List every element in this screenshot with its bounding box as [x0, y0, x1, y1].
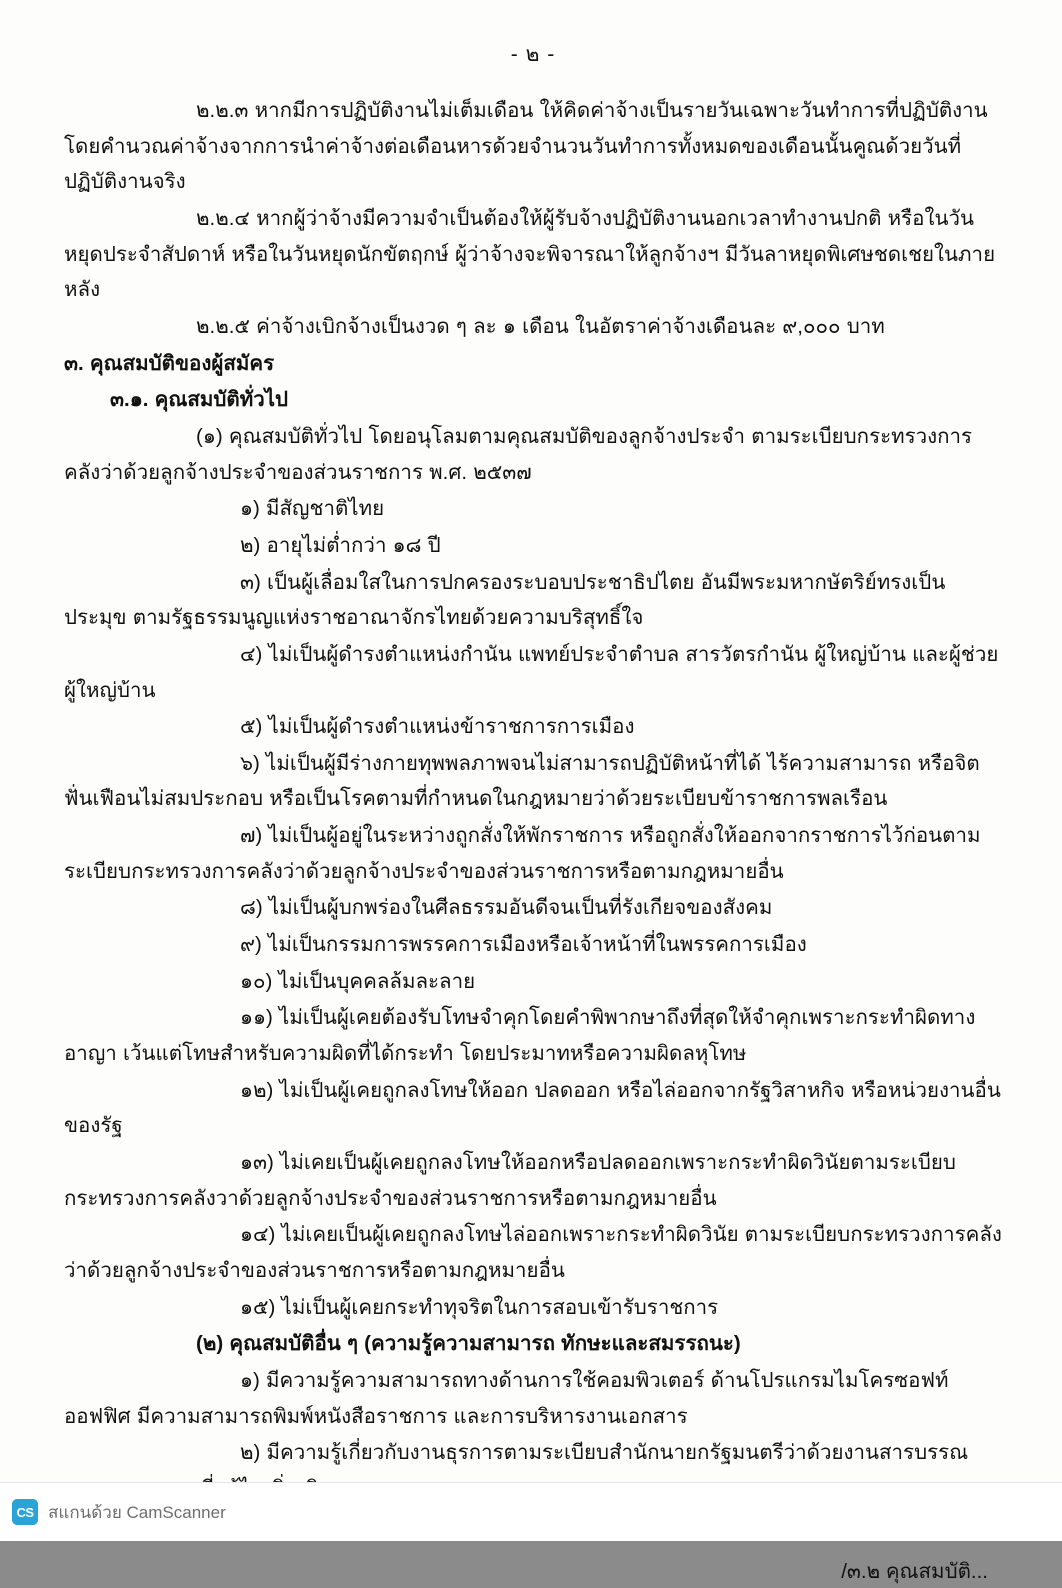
p-other-1: ๑) มีความรู้ความสามารถทางด้านการใช้คอมพิวเตอร์ ด้านโปรแกรมไมโครซอฟท์ ออฟฟิศ มีความสามารถพิมพ์หนังสือราชการ และการบริหารงานเอกสาร [64, 1368, 949, 1428]
camscanner-footer [0, 1482, 1062, 1541]
continuation-note: /๓.๒ คุณสมบัติ... [841, 1560, 988, 1584]
paragraph-list [64, 93, 1002, 1543]
p-2-2-5: ๒.๒.๕ ค่าจ้างเบิกจ้างเป็นงวด ๆ ละ ๑ เดือน ในอัตราค่าจ้างเดือนละ ๙,๐๐๐ บาท [196, 314, 885, 338]
p-3-1: ๓.๑. คุณสมบัติทั่วไป [110, 388, 289, 412]
p-3-1-2: (๒) คุณสมบัติอื่น ๆ (ความรู้ความสามารถ ทักษะและสมรรถนะ) [196, 1332, 741, 1356]
p-item-2: ๒) อายุไม่ต่ำกว่า ๑๘ ปี [240, 533, 441, 557]
p-item-14: ๑๔) ไม่เคยเป็นผู้เคยถูกลงโทษไล่ออกเพราะกระทำผิดวินัย ตามระเบียบกระทรวงการคลังว่าด้วยลูกจ้างประจำของส่วนราชการหรือตามกฎหมายอื่น [64, 1223, 1002, 1282]
p-item-13: ๑๓) ไม่เคยเป็นผู้เคยถูกลงโทษให้ออกหรือปลดออกเพราะกระทำผิดวินัยตามระเบียบกระทรวงการคลังวาด้วยลูกจ้างประจำของส่วนราชการหรือตามกฎหมายอื่น [64, 1151, 956, 1210]
p-3-1-1: (๑) คุณสมบัติทั่วไป โดยอนุโลมตามคุณสมบัติของลูกจ้างประจำ ตามระเบียบกระทรวงการคลังว่าด้วยลูกจ้างประจำของส่วนราชการ พ.ศ. ๒๕๓๗ [64, 424, 973, 484]
camscanner-logo-icon: CS [12, 1499, 38, 1525]
p-other-2: ๒) มีความรู้เกี่ยวกับงานธุรการตามระเบียบสำนักนายกรัฐมนตรีว่าด้วยงานสารบรรณ [240, 1441, 969, 1465]
p-item-4: ๔) ไม่เป็นผู้ดำรงตำแหน่งกำนัน แพทย์ประจำตำบล สารวัตรกำนัน ผู้ใหญ่บ้าน และผู้ช่วยผู้ใหญ่บ้าน [64, 642, 999, 702]
camscanner-watermark-text: สแกนด้วย CamScanner [48, 1502, 226, 1522]
p-item-8: ๘) ไม่เป็นผู้บกพร่องในศีลธรรมอันดีจนเป็นที่รังเกียจของสังคม [240, 896, 773, 920]
p-item-1: ๑) มีสัญชาติไทย [240, 497, 385, 521]
p-item-11: ๑๑) ไม่เป็นผู้เคยต้องรับโทษจำคุกโดยคำพิพากษาถึงที่สุดให้จำคุกเพราะกระทำผิดทางอาญา เว้นแต่โทษสำหรับความผิดที่ได้กระทำ โดยประมาทหรือความผิดลหุโทษ [64, 1006, 976, 1066]
p-item-9: ๙) ไม่เป็นกรรมการพรรคการเมืองหรือเจ้าหน้าที่ในพรรคการเมือง [240, 933, 807, 957]
p-item-10: ๑๐) ไม่เป็นบุคคลล้มละลาย [240, 969, 476, 993]
p-item-5: ๕) ไม่เป็นผู้ดำรงตำแหน่งข้าราชการการเมือง [240, 715, 635, 739]
p-item-7: ๗) ไม่เป็นผู้อยู่ในระหว่างถูกสั่งให้พักราชการ หรือถูกสั่งให้ออกจากราชการไว้ก่อนตามระเบียบกระทรวงการคลังว่าด้วยลูกจ้างประจำของส่วนราชการหรือตามกฎหมายอื่น [64, 824, 981, 883]
p-item-3: ๓) เป็นผู้เลื่อมใสในการปกครองระบอบประชาธิปไตย อันมีพระมหากษัตริย์ทรงเป็นประมุข ตามรัฐธรรมนูญแห่งราชอาณาจักรไทยด้วยความบริสุทธิ์ใจ [64, 570, 946, 630]
p-2-2-3: ๒.๒.๓ หากมีการปฏิบัติงานไม่เต็มเดือน ให้คิดค่าจ้างเป็นรายวันเฉพาะวันทำการที่ปฏิบัติงาน โดยคำนวณค่าจ้างจากการนำค่าจ้างต่อเดือนหารด้วยจำนวนวันทำการทั้งหมดของเดือนนั้นคูณด้วยวันที่ปฏิบัติงานจริง [64, 99, 988, 194]
p-item-12: ๑๒) ไม่เป็นผู้เคยถูกลงโทษให้ออก ปลดออก หรือไล่ออกจากรัฐวิสาหกิจ หรือหน่วยงานอื่นของรัฐ [64, 1078, 1001, 1138]
p-item-15: ๑๕) ไม่เป็นผู้เคยกระทำทุจริตในการสอบเข้ารับราชการ [240, 1295, 719, 1319]
document-body [64, 38, 1002, 1588]
p-item-6: ๖) ไม่เป็นผู้มีร่างกายทุพพลภาพจนไม่สามารถปฏิบัติหน้าที่ได้ ไร้ความสามารถ หรือจิตฟั่นเฟือนไม่สมประกอบ หรือเป็นโรคตามที่กำหนดในกฎหมายว่าด้วยระเบียบข้าราชการพลเรือน [64, 751, 980, 811]
p-3: ๓. คุณสมบัติของผู้สมัคร [64, 351, 275, 375]
p-2-2-4: ๒.๒.๔ หากผู้ว่าจ้างมีความจำเป็นต้องให้ผู้รับจ้างปฏิบัติงานนอกเวลาทำงานปกติ หรือในวันหยุดประจำสัปดาห์ หรือในวันหยุดนักขัตฤกษ์ ผู้ว่าจ้างจะพิจารณาให้ลูกจ้างฯ มีวันลาหยุดพิเศษชดเชยในภายหลัง [64, 206, 996, 302]
page-number: - ๒ - [510, 43, 556, 66]
